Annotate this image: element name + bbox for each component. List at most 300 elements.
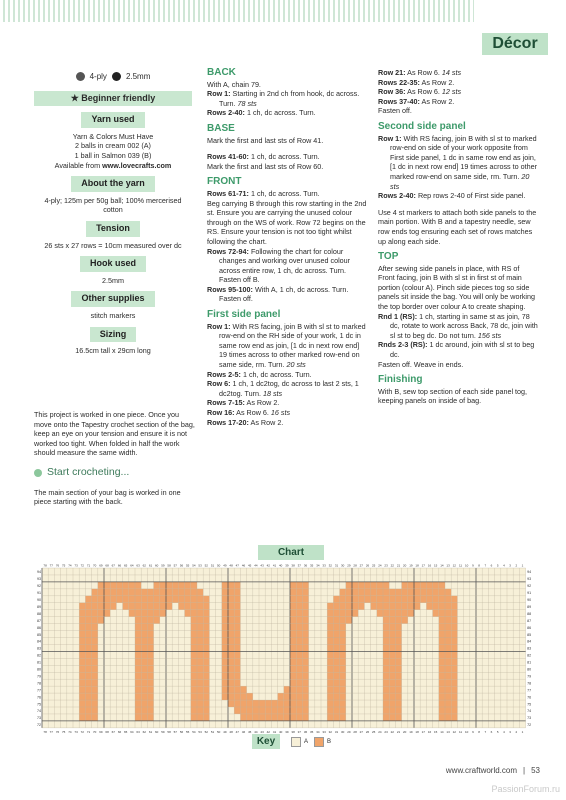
instruction: Rows 7-15: As Row 2. [207,398,280,408]
chart-cell-b [445,610,451,617]
chart-cell-b [290,707,296,714]
chart-cell-b [383,686,389,693]
chart-cell-b [147,686,153,693]
lovecrafts-link[interactable]: www.lovecrafts.com [102,160,172,170]
column-number: 45 [248,563,252,568]
column-number: 47 [235,729,239,734]
column-number: 30 [341,729,345,734]
row-number: 85 [527,632,532,637]
instruction: Row 21: As Row 6. 14 sts [378,68,462,77]
chart-cell-b [222,596,228,603]
chart-cell-b [389,610,395,617]
intro-text [34,410,198,507]
column-number: 10 [465,563,469,568]
column-number: 70 [93,729,97,734]
chart-cell-b [389,658,395,665]
chart-cell-b [377,582,383,589]
chart-cell-b [383,603,389,610]
yarn-weight: 4-ply [89,72,107,81]
chart-cell-b [135,665,141,672]
chart-cell-b [228,644,234,651]
chart-cell-b [327,693,333,700]
chart-cell-b [147,700,153,707]
chart-cell-b [222,617,228,624]
chart-cell-b [141,672,147,679]
column-number: 23 [384,729,388,734]
column-number: 63 [136,563,140,568]
chart-cell-b [85,693,91,700]
column-number: 64 [130,563,134,568]
chart-cell-b [147,693,153,700]
chart-cell-b [234,658,240,665]
materials-sidebar [34,68,192,356]
chart-cell-b [364,589,370,596]
column-number: 31 [334,729,339,734]
column-number: 47 [235,563,239,568]
chart-cell-b [402,610,408,617]
instruction: Use 4 st markers to attach both side panels to the main portion. With B and a tapestry needle, sew row ends tog ensuring each set of rows matches up along each side. [378,207,537,246]
chart-cell-b [141,707,147,714]
column-number: 63 [136,729,140,734]
chart-cell-b [203,603,209,610]
chart-cell-b [333,617,339,624]
chart-cell-b [445,596,451,603]
chart-cell-b [147,672,153,679]
chart-cell-b [228,651,234,658]
column-number: 59 [161,563,165,568]
chart-cell-b [79,638,85,645]
column-number: 32 [328,729,332,734]
tension-heading: Tension [86,221,140,237]
chart-cell-b [333,603,339,610]
chart-cell-b [185,610,191,617]
chart-cell-b [445,617,451,624]
chart-cell-b [116,596,122,603]
column-number: 18 [415,729,419,734]
chart-cell-b [340,665,346,672]
chart-cell-b [98,582,104,589]
chart-cell-b [327,672,333,679]
footer-url[interactable]: www.craftworld.com [445,766,518,775]
column-number: 12 [452,563,456,568]
chart-cell-b [191,617,197,624]
chart-cell-b [228,610,234,617]
chart-cell-b [327,658,333,665]
chart-cell-b [302,672,308,679]
row-number: 92 [37,584,41,589]
chart-cell-b [79,679,85,686]
chart-cell-b [445,700,451,707]
chart-cell-b [79,686,85,693]
chart-cell-b [352,596,358,603]
chart-cell-b [340,693,346,700]
chart-cell-b [160,610,166,617]
chart-cell-b [147,714,153,721]
chart-cell-b [340,631,346,638]
chart-cell-b [333,658,339,665]
chart-cell-b [439,589,445,596]
chart-cell-b [284,700,290,707]
chart-cell-b [247,693,253,700]
column-number: 43 [260,563,264,568]
star-icon: ★ [70,92,82,103]
chart-cell-b [79,707,85,714]
chart-cell-b [203,707,209,714]
tension-text: 26 sts x 27 rows = 10cm measured over dc [44,240,182,250]
yarn-line-2: 2 balls in cream 002 (A) [75,141,151,151]
chart-cell-b [408,603,414,610]
chart-cell-b [141,693,147,700]
chart-cell-b [439,658,445,665]
column-number: 71 [86,563,91,568]
chart-cell-b [265,707,271,714]
chart-cell-b [333,596,339,603]
chart-cell-b [451,610,457,617]
chart-cell-b [92,610,98,617]
chart-cell-b [439,700,445,707]
chart-cell-b [141,665,147,672]
chart-cell-b [222,665,228,672]
chart-cell-b [340,644,346,651]
chart-cell-b [296,693,302,700]
page-number: 53 [531,766,540,775]
chart-cell-b [296,610,302,617]
chart-cell-b [358,596,364,603]
chart-cell-b [197,603,203,610]
chart-cell-b [451,679,457,686]
chart-cell-b [197,617,203,624]
column-number: 57 [173,563,177,568]
chart-cell-b [302,603,308,610]
chart-cell-b [85,707,91,714]
chart-cell-b [135,651,141,658]
chart-cell-b [141,700,147,707]
chart-cell-b [439,686,445,693]
chart-cell-b [296,638,302,645]
chart-cell-b [414,582,420,589]
chart-cell-b [172,596,178,603]
chart-cell-b [302,589,308,596]
chart-cell-b [191,624,197,631]
chart-cell-b [383,617,389,624]
column-number: 27 [359,729,363,734]
chart-cell-b [197,700,203,707]
hook-size: 2.5mm [125,72,151,81]
chart-cell-b [98,617,104,624]
chart-cell-b [445,603,451,610]
chart-cell-b [445,672,451,679]
chart-cell-b [191,651,197,658]
chart-cell-b [296,700,302,707]
tapestry-chart [36,560,542,734]
chart-cell-b [383,638,389,645]
chart-cell-b [129,596,135,603]
chart-cell-b [271,700,277,707]
instruction: Row 16: As Row 6. 16 sts [207,408,291,417]
chart-cell-b [135,679,141,686]
chart-cell-b [135,582,141,589]
chart-cell-b [141,631,147,638]
chart-cell-b [290,686,296,693]
chart-cell-b [92,665,98,672]
available-from: Available from www.lovecrafts.com [54,160,172,170]
chart-cell-b [129,582,135,589]
chart-cell-b [141,651,147,658]
column-number: 5 [496,563,499,568]
chart-cell-b [147,644,153,651]
chart-cell-b [445,644,451,651]
instruction: Rows 22-35: As Row 2. [378,77,455,87]
chart-cell-b [340,686,346,693]
chart-cell-b [290,638,296,645]
chart-cell-b [302,658,308,665]
chart-cell-b [141,617,147,624]
chart-cell-b [222,672,228,679]
column-number: 73 [74,563,78,568]
chart-cell-b [395,631,401,638]
column-number: 37 [297,563,301,568]
chart-cell-b [135,686,141,693]
chart-cell-b [197,672,203,679]
instruction: With B, sew top section of each side panel tog, keeping panels on inside of bag. [378,386,528,406]
chart-cell-b [154,596,160,603]
chart-cell-b [92,644,98,651]
chart-cell-b [302,651,308,658]
column-number: 65 [124,729,128,734]
column-number: 68 [105,729,109,734]
chart-cell-b [79,644,85,651]
swatch-a [291,737,301,747]
column-number: 40 [279,729,283,734]
chart-cell-b [395,700,401,707]
row-number: 91 [37,591,41,596]
row-number: 83 [37,646,41,651]
chart-cell-b [141,610,147,617]
column-number: 41 [272,563,277,568]
chart-cell-b [333,610,339,617]
chart-cell-b [340,714,346,721]
chart-cell-b [302,638,308,645]
column-number: 9 [472,563,474,568]
chart-cell-b [222,651,228,658]
base-heading: BASE [207,122,235,134]
chart-cell-b [346,603,352,610]
chart-cell-b [296,665,302,672]
column-number: 69 [99,729,103,734]
chart-cell-b [234,644,240,651]
column-number: 17 [421,563,425,568]
chart-cell-b [247,700,253,707]
chart-cell-b [402,596,408,603]
chart-cell-b [197,596,203,603]
column-number: 71 [86,729,91,734]
chart-cell-b [296,651,302,658]
chart-cell-b [346,582,352,589]
chart-cell-b [340,596,346,603]
chart-cell-b [247,707,253,714]
chart-cell-b [271,714,277,721]
chart-cell-b [333,631,339,638]
chart-cell-b [327,679,333,686]
chart-cell-b [228,631,234,638]
chart-cell-b [296,589,302,596]
chart-cell-b [290,610,296,617]
chart-cell-b [92,707,98,714]
chart-cell-b [178,589,184,596]
chart-cell-b [203,638,209,645]
chart-cell-b [290,603,296,610]
chart-cell-b [203,700,209,707]
column-number: 60 [155,563,159,568]
chart-cell-b [278,693,284,700]
chart-cell-b [420,596,426,603]
chart-cell-b [234,582,240,589]
column-number: 25 [372,729,376,734]
chart-cell-b [296,582,302,589]
chart-cell-b [395,672,401,679]
chart-cell-b [85,638,91,645]
row-number: 93 [37,577,41,582]
instruction: After sewing side panels in place, with RS of Front facing, join B with sl st in first st of main portion (colour A). Pinch side pieces tog so side panels sit inside the bag. You will only be working the top border over colour A to create shaping. [378,263,536,312]
chart-cell-b [129,610,135,617]
column-number: 52 [204,563,208,568]
column-number: 51 [210,729,215,734]
chart-cell-b [234,589,240,596]
chart-cell-b [234,707,240,714]
chart-cell-b [85,617,91,624]
column-number: 76 [55,563,60,568]
chart-cell-b [402,617,408,624]
chart-cell-b [451,665,457,672]
column-number: 19 [409,729,413,734]
chart-cell-b [414,596,420,603]
chart-cell-b [383,658,389,665]
chart-cell-b [222,679,228,686]
column-number: 25 [372,563,376,568]
chart-cell-b [290,596,296,603]
chart-cell-b [147,610,153,617]
chart-cell-b [302,707,308,714]
chart-cell-b [439,582,445,589]
chart-cell-b [92,651,98,658]
chart-cell-b [383,610,389,617]
chart-cell-b [383,707,389,714]
chart-cell-b [433,589,439,596]
column-number: 29 [347,563,351,568]
column-number: 46 [241,729,246,734]
column-number: 16 [427,563,432,568]
chart-cell-b [92,631,98,638]
chart-cell-b [340,638,346,645]
chart-cell-b [395,658,401,665]
other-supplies-heading: Other supplies [71,291,154,307]
row-number: 77 [527,688,532,693]
chart-cell-b [191,686,197,693]
chart-cell-b [290,714,296,721]
chart-cell-b [203,596,209,603]
chart-cell-b [92,603,98,610]
chart-cell-b [383,693,389,700]
column-number: 67 [111,729,115,734]
chart-cell-b [302,610,308,617]
chart-cell-b [85,700,91,707]
chart-cell-b [389,693,395,700]
chart-cell-b [414,603,420,610]
column-number: 53 [198,729,202,734]
column-number: 15 [434,563,438,568]
column-number: 49 [223,563,227,568]
chart-cell-b [240,693,246,700]
chart-cell-b [222,624,228,631]
instruction: Rows 2-5: 1 ch, dc across. Turn. [207,369,312,379]
chart-cell-b [278,714,284,721]
chart-cell-b [340,679,346,686]
chart-cell-b [253,700,259,707]
chart-cell-b [327,617,333,624]
chart-cell-b [383,651,389,658]
chart-cell-b [228,672,234,679]
chart-cell-b [445,693,451,700]
chart-cell-b [92,672,98,679]
row-number: 76 [37,695,41,700]
chart-cell-b [327,700,333,707]
column-number: 62 [142,729,146,734]
chart-cell-b [178,603,184,610]
chart-cell-b [395,638,401,645]
column-number: 76 [55,729,60,734]
chart-cell-b [228,693,234,700]
column-number: 55 [186,563,190,568]
chart-cell-b [383,596,389,603]
column-number: 30 [341,563,345,568]
row-number: 83 [527,646,532,651]
yarn-used-heading: Yarn used [81,112,144,128]
chart-cell-b [222,589,228,596]
chart-cell-b [240,714,246,721]
chart-cell-b [296,596,302,603]
chart-cell-b [333,665,339,672]
column-number: 66 [117,563,122,568]
chart-cell-b [395,665,401,672]
chart-cell-b [426,589,432,596]
chart-cell-b [439,665,445,672]
chart-cell-b [327,651,333,658]
chart-cell-b [141,638,147,645]
chart-cell-b [166,603,172,610]
chart-cell-b [154,617,160,624]
column-number: 61 [148,563,153,568]
instruction: Beg carrying B through this row starting in the 2nd st. Ensure you are carrying the unused colour through on the WS of work. Row 72 begins on the RS. Ensure your tension is not too tight whilst following the chart. [207,198,367,246]
column-number: 7 [484,729,487,734]
chart-cell-b [92,596,98,603]
column-number: 65 [124,563,128,568]
chart-cell-b [426,582,432,589]
chart-cell-b [352,589,358,596]
column-number: 75 [62,729,66,734]
chart-cell-b [203,658,209,665]
chart-cell-b [85,603,91,610]
chart-cell-b [389,631,395,638]
column-number: 7 [484,563,487,568]
chart-cell-b [135,603,141,610]
chart-cell-b [395,589,401,596]
column-number: 32 [328,563,332,568]
chart-cell-b [253,714,259,721]
chart-cell-b [79,672,85,679]
chart-cell-b [197,624,203,631]
chart-cell-b [302,596,308,603]
column-number: 2 [515,729,518,734]
